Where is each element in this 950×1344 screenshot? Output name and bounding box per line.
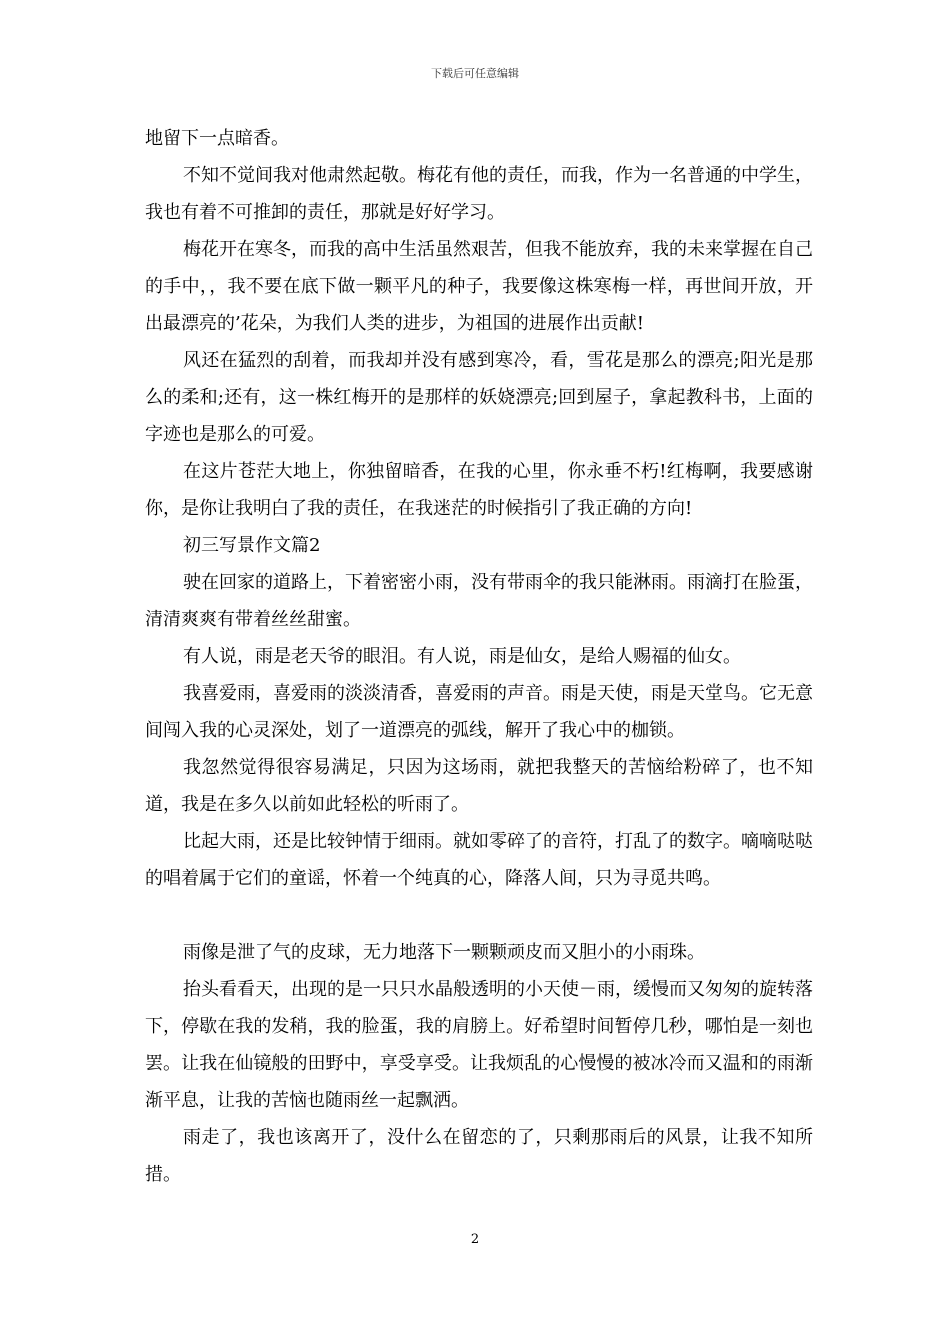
paragraph: 梅花开在寒冬，而我的高中生活虽然艰苦，但我不能放弃，我的未来掌握在自己的手中，，我不要在底下做一颗平凡的种子，我要像这株寒梅一样，再世间开放，开出最漂亮的’花朵，为我们人类的进步，为祖国的进展作出贡献! [145,239,813,334]
paragraph: 我忽然觉得很容易满足，只因为这场雨，就把我整天的苦恼给粉碎了，也不知道，我是在多久以前如此轻松的听雨了。 [145,757,813,815]
paragraph: 抬头看看天，出现的是一只只水晶般透明的小天使－雨，缓慢而又匆匆的旋转落下，停歇在我的发稍，我的脸蛋，我的肩膀上。好希望时间暂停几秒，哪怕是一刻也罢。让我在仙镜般的田野中，享受享受。让我烦乱的心慢慢的被冰冷而又温和的雨渐渐平息，让我的苦恼也随雨丝一起飘洒。 [145,979,813,1111]
paragraph: 不知不觉间我对他肃然起敬。梅花有他的责任，而我，作为一名普通的中学生，我也有着不可推卸的责任，那就是好好学习。 [145,165,813,223]
paragraph: 地留下一点暗香。 [145,128,289,149]
paragraph: 雨走了，我也该离开了，没什么在留恋的了，只剩那雨后的风景，让我不知所措。 [145,1127,813,1185]
document-body [145,120,813,1193]
paragraph: 有人说，雨是老天爷的眼泪。有人说，雨是仙女，是给人赐福的仙女。 [183,646,741,667]
paragraph: 驶在回家的道路上，下着密密小雨，没有带雨伞的我只能淋雨。雨滴打在脸蛋，清清爽爽有带着丝丝甜蜜。 [145,572,813,630]
paragraph: 风还在猛烈的刮着，而我却并没有感到寒冷，看，雪花是那么的漂亮;阳光是那么的柔和;还有，这一株红梅开的是那样的妖娆漂亮;回到屋子，拿起教科书，上面的字迹也是那么的可爱。 [145,350,813,445]
paragraph: 雨像是泄了气的皮球，无力地落下一颗颗顽皮而又胆小的小雨珠。 [183,942,705,963]
page-number: 2 [470,1232,480,1247]
paragraph: 在这片苍茫大地上，你独留暗香，在我的心里，你永垂不朽!红梅啊，我要感谢你，是你让我明白了我的责任，在我迷茫的时候指引了我正确的方向! [145,461,813,519]
page-header-note: 下载后可任意编辑 [431,67,519,80]
paragraph: 我喜爱雨，喜爱雨的淡淡清香，喜爱雨的声音。雨是天使，雨是天堂鸟。它无意间闯入我的心灵深处，划了一道漂亮的弧线，解开了我心中的枷锁。 [145,683,813,741]
section-heading: 初三写景作文篇2 [183,535,321,556]
paragraph: 比起大雨，还是比较钟情于细雨。就如零碎了的音符，打乱了的数字。嘀嘀哒哒的唱着属于它们的童谣，怀着一个纯真的心，降落人间，只为寻觅共鸣。 [145,831,813,889]
